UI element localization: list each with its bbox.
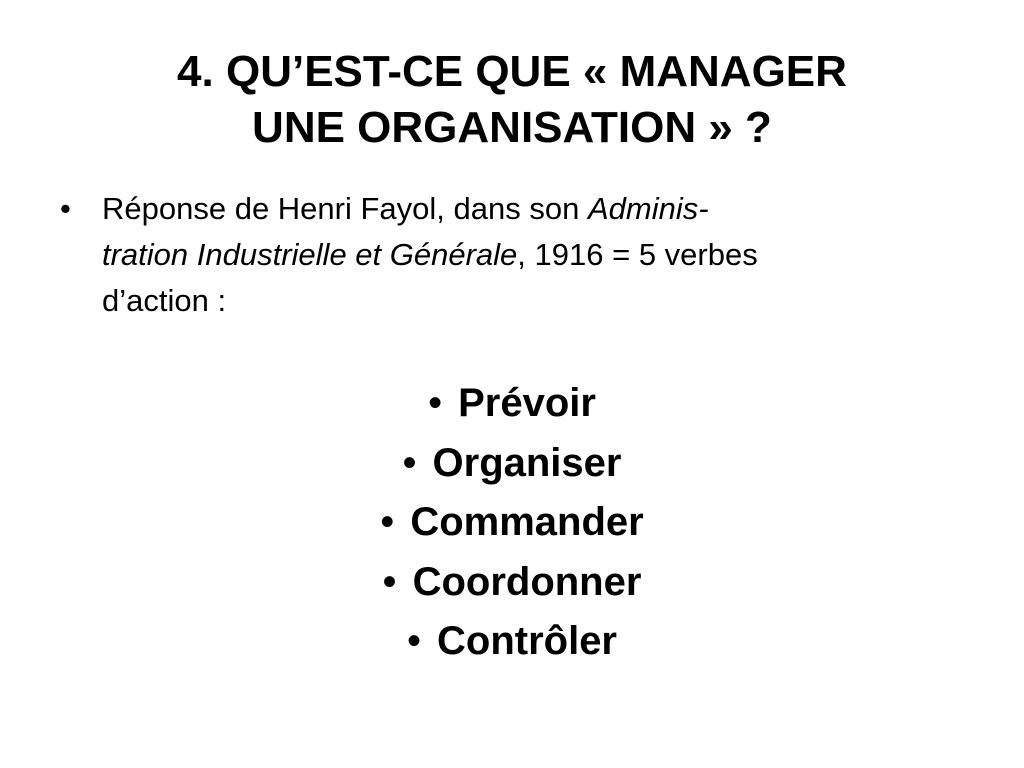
verb-label: Organiser bbox=[432, 440, 622, 485]
verb-item bbox=[0, 374, 1024, 434]
verbs-list bbox=[0, 374, 1024, 672]
intro-list bbox=[60, 186, 960, 324]
intro-text-before: Réponse de Henri Fayol, dans son bbox=[102, 191, 588, 226]
bullet-icon: • bbox=[406, 619, 421, 663]
intro-line-2 bbox=[102, 232, 960, 278]
intro-book-title-part1: Adminis- bbox=[587, 191, 709, 226]
title-line-1: 4. QU’EST-CE QUE « MANAGER bbox=[177, 47, 847, 96]
verb-label: Coordonner bbox=[412, 559, 642, 604]
intro-bullet-item bbox=[60, 186, 960, 324]
intro-text-after: , 1916 = 5 verbes bbox=[517, 237, 758, 272]
verb-item bbox=[0, 612, 1024, 672]
bullet-icon: • bbox=[382, 559, 397, 604]
bullet-icon: • bbox=[428, 381, 443, 425]
intro-line-1 bbox=[102, 186, 960, 232]
intro-book-title-part2: tration Industrielle et Générale bbox=[102, 237, 518, 272]
verb-item bbox=[0, 553, 1024, 613]
intro-line-3: d’action : bbox=[102, 283, 227, 318]
verb-label: Prévoir bbox=[458, 381, 596, 425]
verb-label: Contrôler bbox=[437, 619, 617, 663]
slide-title bbox=[40, 44, 984, 156]
verb-item bbox=[0, 493, 1024, 553]
verb-item bbox=[0, 434, 1024, 494]
bullet-icon: • bbox=[60, 191, 71, 226]
bullet-icon: • bbox=[380, 500, 395, 544]
bullet-icon: • bbox=[402, 440, 417, 485]
verb-label: Commander bbox=[410, 500, 644, 544]
title-line-2: UNE ORGANISATION » ? bbox=[252, 103, 772, 152]
